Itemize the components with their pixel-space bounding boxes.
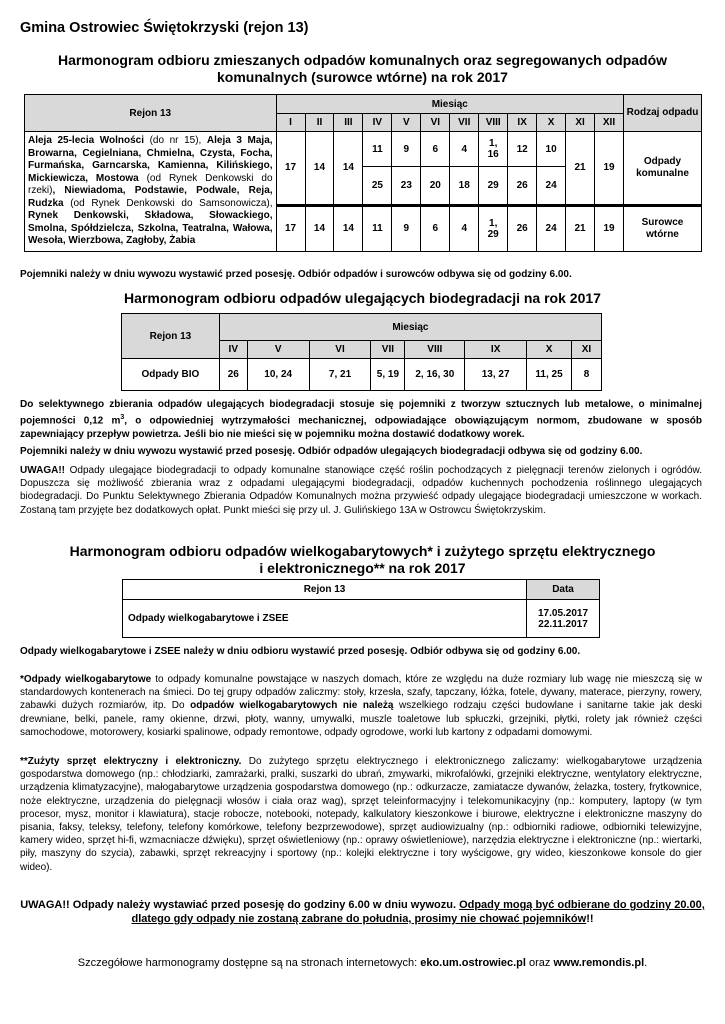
- recycle-value: 9: [392, 205, 421, 251]
- uwaga-final-a: UWAGA!! Odpady należy wystawiać przed posesję do godziny 6.00 w dniu wywozu.: [20, 899, 460, 911]
- bio-value: 7, 21: [309, 359, 371, 391]
- recycle-type: Surowce wtórne: [623, 205, 701, 251]
- uwaga-final-end: !!: [586, 913, 594, 925]
- month-header: V: [392, 114, 421, 132]
- month-header: XII: [595, 114, 624, 132]
- footer-text: Szczegółowe harmonogramy dostępne są na stronach internetowych:: [77, 957, 421, 969]
- recycle-value: 11: [363, 205, 392, 251]
- bio-row-label: Odpady BIO: [122, 359, 220, 391]
- recycle-value: 26: [508, 205, 537, 251]
- street-text-5: , Niewiadoma, Podstawie, Podwale, Reja, Rudzka: [28, 185, 273, 209]
- month-header: I: [276, 114, 305, 132]
- rodzaj-header: Rodzaj odpadu: [623, 95, 701, 132]
- month-header: XI: [566, 114, 595, 132]
- zsee-label: **Zużyty sprzęt elektryczny i elektroniczny.: [20, 756, 242, 767]
- bio-para-sup: 3: [120, 414, 125, 422]
- mixed-value: 25: [363, 167, 392, 205]
- bulky-date-1: 17.05.2017: [538, 607, 589, 619]
- street-text-7: Rynek Denkowski, Składowa, Słowackiego, Smolna, Spółdzielcza, Szkolna, Teatralna, Wałowa, Wesoła, Wierzbowa, Zagłoby, Żabia: [28, 210, 273, 246]
- mixed-value: 18: [450, 167, 479, 205]
- bio-month-header: VIII: [405, 341, 465, 359]
- bulky-waste-schedule-table: [122, 579, 600, 638]
- uwaga-final-paragraph: [20, 898, 705, 926]
- month-header: II: [305, 114, 334, 132]
- section3-title-line2: i elektronicznego** na rok 2017: [259, 560, 466, 576]
- mixed-value: 4: [450, 132, 479, 167]
- bulky-text-bold: odpadów wielkogabarytowych nie należą: [190, 700, 394, 712]
- recycle-value: 6: [421, 205, 450, 251]
- month-header: VI: [421, 114, 450, 132]
- bio-month-header: XI: [571, 341, 601, 359]
- footer-mid: oraz: [525, 957, 554, 969]
- street-list-cell: [25, 132, 277, 252]
- footer-link-remondis[interactable]: www.remondis.pl: [553, 957, 645, 969]
- street-text-6: (od Rynek Denkowski do Samsonowicza),: [63, 197, 273, 209]
- bulky-text-1: to odpady komunalne powstające w naszych domach, które ze względu na duże rozmiary lub wagę nie mieszczą się w standardowych kontenerach na śmieci. Do tej grupy odpadów zaliczmy: stoły, krzesła, szafy, tapczany, łóżka, fotele, dywany, materace, pierzyny, rowery, zabawki dużych rozmiarów, itp. Do: [20, 674, 702, 712]
- mixed-value: 14: [305, 132, 334, 206]
- recycle-value: 1, 29: [479, 205, 508, 251]
- mixed-value: 29: [479, 167, 508, 205]
- mixed-type: Odpady komunalne: [623, 132, 701, 206]
- bio-month-header: V: [247, 341, 309, 359]
- section1-title-line2: komunalnych (surowce wtórne) na rok 2017: [217, 69, 508, 85]
- mixed-value: 11: [363, 132, 392, 167]
- bio-month-header: IV: [219, 341, 247, 359]
- bio-para-a: Do selektywnego zbierania odpadów ulegających biodegradacji stosuje się pojemniki z tworzyw sztucznych lub metalowe, o minimalnej pojemności 0,12 m: [20, 399, 702, 427]
- mixed-value: 6: [421, 132, 450, 167]
- bulky-dates: [527, 600, 600, 638]
- gmina-title: Gmina Ostrowiec Świętokrzyski (rejon 13): [20, 20, 309, 36]
- footer-end: .: [644, 957, 648, 969]
- bio-value: 26: [219, 359, 247, 391]
- footer-link-eko[interactable]: eko.um.ostrowiec.pl: [420, 957, 526, 969]
- note-bulky: Odpady wielkogabarytowe i ZSEE należy w dniu odbioru wystawić przed posesję. Odbiór odbywa się od godziny 6.00.: [20, 646, 581, 657]
- recycle-value: 19: [595, 205, 624, 251]
- month-header: VII: [450, 114, 479, 132]
- bulky-definition-paragraph: [20, 673, 702, 739]
- mixed-value: 19: [595, 132, 624, 206]
- mixed-value: 1, 16: [479, 132, 508, 167]
- mixed-value: 17: [276, 132, 305, 206]
- bulky-date-header: Data: [527, 580, 600, 600]
- mixed-value: 24: [537, 167, 566, 205]
- bio-value: 8: [571, 359, 601, 391]
- miesiac-header: Miesiąc: [276, 95, 623, 114]
- bulky-date-2: 22.11.2017: [538, 618, 588, 630]
- bio-month-header: VII: [371, 341, 405, 359]
- note-containers-1: Pojemniki należy w dniu wywozu wystawić przed posesję. Odbiór odpadów i surowców odbywa się od godziny 6.00.: [20, 269, 572, 280]
- mixed-value: 23: [392, 167, 421, 205]
- bio-values-row: [122, 359, 602, 391]
- mixed-waste-schedule-table: [24, 94, 702, 252]
- bio-value: 10, 24: [247, 359, 309, 391]
- mixed-value: 9: [392, 132, 421, 167]
- recycle-value: 4: [450, 205, 479, 251]
- footer: [0, 957, 725, 969]
- recycle-value: 14: [305, 205, 334, 251]
- bio-value: 5, 19: [371, 359, 405, 391]
- street-text-2: (do nr 15),: [144, 135, 207, 146]
- uwaga-bio-paragraph: [20, 464, 702, 517]
- bio-value: 11, 25: [527, 359, 572, 391]
- section2-title: Harmonogram odbioru odpadów ulegających biodegradacji na rok 2017: [124, 290, 601, 306]
- section1-title-line1: Harmonogram odbioru zmieszanych odpadów komunalnych oraz segregowanych odpadów: [57, 52, 668, 68]
- bulky-row-label: Odpady wielkogabarytowe i ZSEE: [123, 600, 527, 638]
- bio-waste-schedule-table: [121, 313, 602, 391]
- bio-container-paragraph: [20, 398, 702, 441]
- recycle-value: 24: [537, 205, 566, 251]
- rejon-header: Rejon 13: [25, 95, 277, 132]
- bio-miesiac-header: Miesiąc: [219, 314, 601, 341]
- street-text-1: Aleja 25-lecia Wolności: [28, 135, 145, 146]
- month-header: X: [537, 114, 566, 132]
- section1-title: [0, 52, 725, 86]
- mixed-value: 10: [537, 132, 566, 167]
- month-header: IV: [363, 114, 392, 132]
- section3-title-line1: Harmonogram odbioru odpadów wielkogabarytowych* i zużytego sprzętu elektrycznego: [69, 543, 656, 559]
- street-text-4: (od Rynek Denkowski do rzeki): [28, 172, 273, 196]
- bulky-text-2: wszelkiego rodzaju części budowlane i sanitarne takie jak deski drewniane, belki, panele, ramy okienne, drzwi, płoty, wanny, umywalki, muszle toaletowe lub spłuczki, grzejniki, płytki, rolety jak również części samochodowe, motorowery, kosiarki spalinowe, odpady remontowe, odpady ogrodowe, worki lub kartony z odpadami domowymi.: [20, 700, 703, 738]
- note-containers-2: Pojemniki należy w dniu wywozu wystawić przed posesję. Odbiór odpadów ulegających biodegradacji odbywa się od godziny 6.00.: [20, 446, 643, 457]
- street-text-3: Aleja 3 Maja, Browarna, Cegielniana, Chmielna, Czysta, Focha, Furmańska, Garncarska, Kamienna, Kilińskiego, Mickiewicza, Mostowa: [28, 135, 273, 184]
- bulky-rejon-header: Rejon 13: [123, 580, 527, 600]
- mixed-value: 21: [566, 132, 595, 206]
- zsee-definition-paragraph: [20, 755, 702, 874]
- mixed-value: 26: [508, 167, 537, 205]
- bio-rejon-header: Rejon 13: [122, 314, 220, 359]
- uwaga-final-underlined: Odpady mogą być odbierane do godziny 20.00, dlatego gdy odpady nie zostaną zabrane do południa, prosimy nie chować pojemników: [131, 899, 705, 925]
- recycle-value: 21: [566, 205, 595, 251]
- bio-value: 2, 16, 30: [405, 359, 465, 391]
- uwaga-bio-label: UWAGA!!: [20, 465, 65, 476]
- bio-para-b: , o odpowiedniej wytrzymałości mechanicznej, odpowiadające obowiązującym normom, zbudowane w sposób zapewniający przepływ powietrza. Jeśli bio nie mieści się w pojemniku można dostawić dodatkowy worek.: [20, 415, 702, 440]
- bio-month-header: VI: [309, 341, 371, 359]
- section3-title: [0, 543, 725, 577]
- month-header: VIII: [479, 114, 508, 132]
- month-header: III: [334, 114, 363, 132]
- bio-month-header: X: [527, 341, 572, 359]
- uwaga-bio-text: Odpady ulegające biodegradacji to odpady komunalne stanowiące część roślin pochodzących z pielęgnacji terenów zielonych i ogródów. Dopuszcza się możliwość zbierania wraz z odpadami ulegającymi biodegradacji, odpadów kuchennych pochodzenia roślinnego ulegających biodegradacji. Do Punktu Selektywnego Zbierania Odpadów Komunalnych można przywieść odpady ulegające biodegradacji umieszczone w workach. Zostaną tam przyjęte bez dodatkowych opłat. Punkt mieści się przy ul. J. Gulińskiego 13A w Ostrowcu Świętokrzyskim.: [20, 465, 702, 516]
- mixed-value: 20: [421, 167, 450, 205]
- bio-month-header: IX: [465, 341, 527, 359]
- recycle-value: 17: [276, 205, 305, 251]
- zsee-text: Do zużytego sprzętu elektrycznego i elektronicznego zaliczamy: wielkogabarytowe urządzenia gospodarstwa domowego (np.: chłodziarki, zamrażarki, pralki, suszarki do ubrań, zmywarki, mikrofalówki, grzejniki elektryczne, wentylatory elektryczne, urządzenia klimatyzacyjne), małogabarytowe urządzenia gospodarstwa domowego (np.: odkurzacze, zamiatacze dywanów, żelazka, tostery, frytkownice, noże elektryczne, urządzenia do pielęgnacji włosów i ciała oraz wag), sprzęt teleinformacyjny i telekomunikacyjny (np.: komputery, laptopy (w tym procesor, mysz, monitor i klawiatura), stacje robocze, notebooki, notepady, kalkulatory kieszonkowe i biurowe, elektryczne i elektroniczne maszyny do pisania, faksy, teleksy, telefony, telefony komórkowe, telefony bezprzewodowe), sprzęt audiowizualny (np.: odbiorniki radiowe, odbiorniki telewizyjne, kamery wideo, sprzęt hi-fi, wzmacniacze dźwięku), sprzęt oświetleniowy (np.: oprawy oświetleniowe), narzędzia elektryczne i elektroniczne (np.: wiertarki, piły, maszyny do szycia), zabawki, sprzęt rekreacyjny i sportowy (np.: kolejki elektryczne i tory wyścigowe, gry wideo, kieszonkowe konsole do gier wideo).: [20, 756, 702, 873]
- bulky-label: *Odpady wielkogabarytowe: [20, 674, 152, 685]
- mixed-value: 12: [508, 132, 537, 167]
- bio-value: 13, 27: [465, 359, 527, 391]
- month-header: IX: [508, 114, 537, 132]
- mixed-value: 14: [334, 132, 363, 206]
- recycle-value: 14: [334, 205, 363, 251]
